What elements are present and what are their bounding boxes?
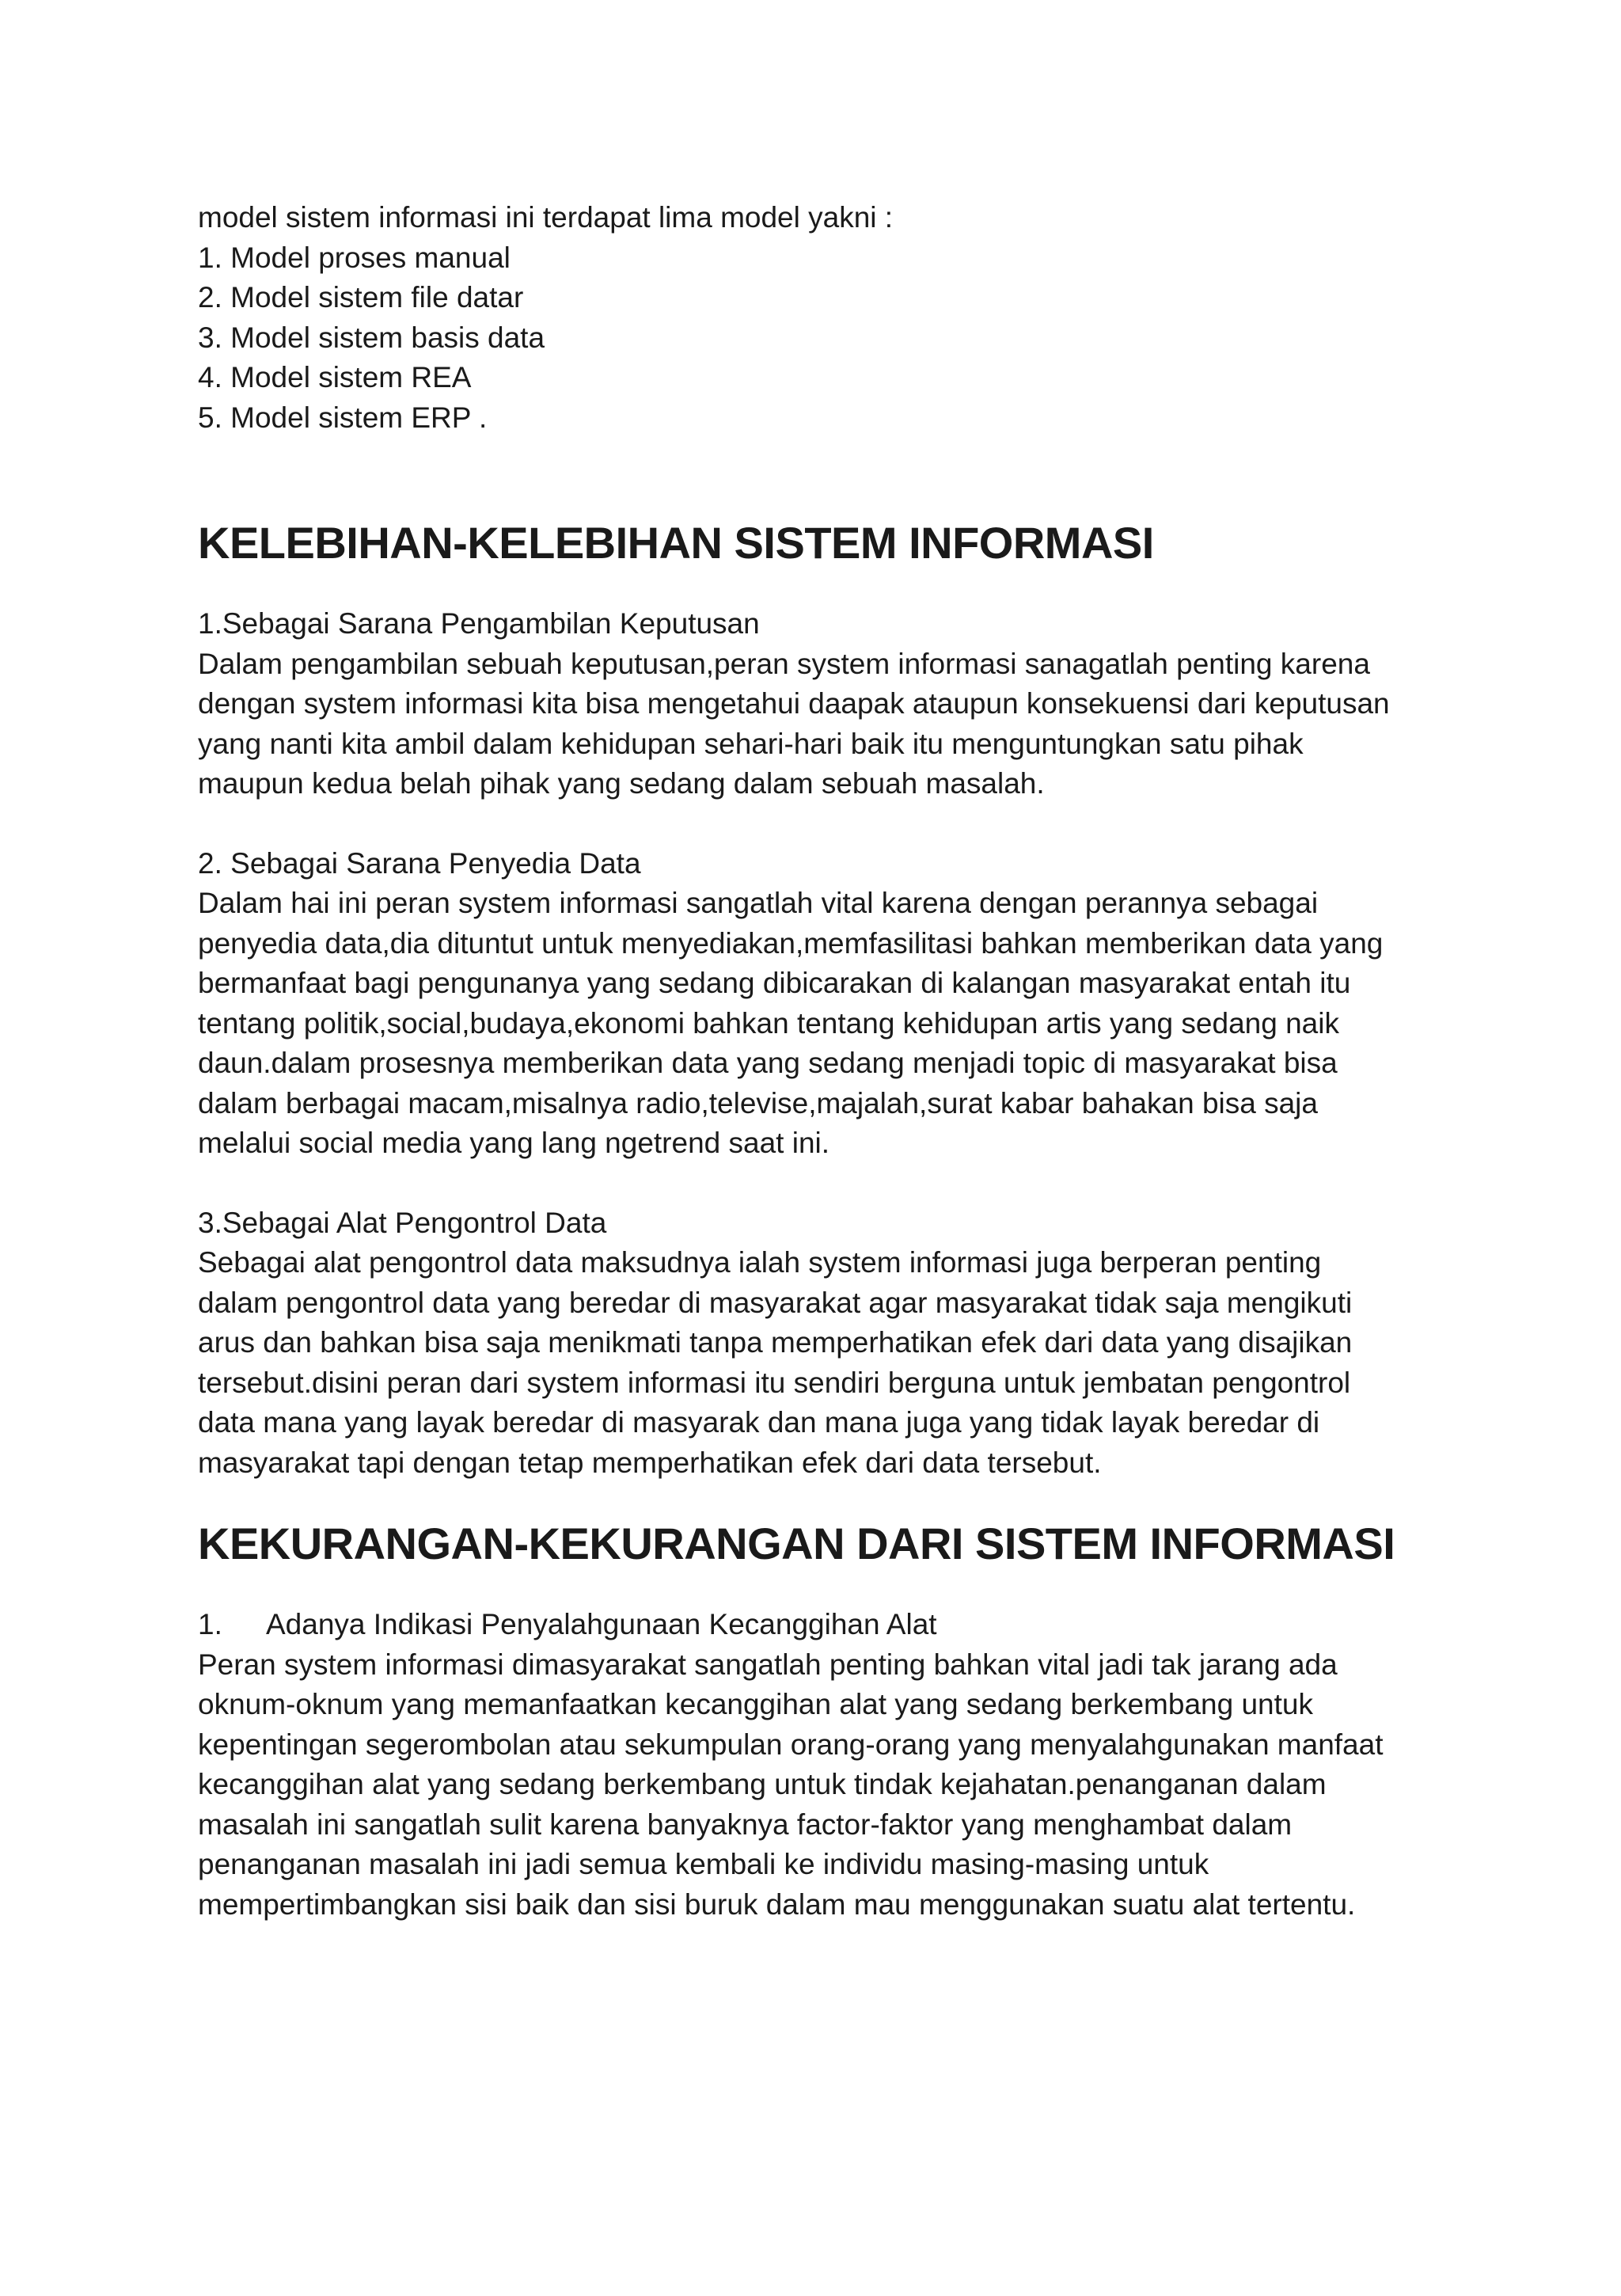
paragraph-line: Dalam hai ini peran system informasi sangatlah vital karena dengan perannya sebagai [198, 887, 1319, 919]
kekurangan-section-1 [198, 1605, 1456, 1925]
paragraph-line: mempertimbangkan sisi baik dan sisi buruk dalam mau menggunakan suatu alat tertentu. [198, 1887, 1356, 1921]
section-title-row [198, 1605, 1456, 1645]
paragraph-line: tentang politik,social,budaya,ekonomi bahkan tentang kehidupan artis yang sedang naik [198, 1006, 1339, 1040]
paragraph-line: maupun kedua belah pihak yang sedang dalam sebuah masalah. [198, 767, 1045, 800]
heading-kekurangan: KEKURANGAN-KEKURANGAN DARI SISTEM INFORMASI [198, 1519, 1395, 1568]
paragraph-line: Sebagai alat pengontrol data maksudnya ialah system informasi juga berperan penting [198, 1246, 1322, 1279]
list-item: 3. Model sistem basis data [198, 321, 545, 354]
paragraph-line: masyarakat tapi dengan tetap memperhatikan efek dari data tersebut. [198, 1446, 1102, 1479]
paragraph-line: dalam pengontrol data yang beredar di masyarakat agar masyarakat tidak saja mengikuti [198, 1286, 1353, 1319]
paragraph-line: data mana yang layak beredar di masyarak dan mana juga yang tidak layak beredar di [198, 1406, 1320, 1439]
intro-lead: model sistem informasi ini terdapat lima model yakni : [198, 201, 894, 234]
paragraph-line: yang nanti kita ambil dalam kehidupan sehari-hari baik itu menguntungkan satu pihak [198, 727, 1304, 760]
paragraph-line: masalah ini sangatlah sulit karena banyaknya factor-faktor yang menghambat dalam [198, 1808, 1293, 1841]
paragraph-line: tersebut.disini peran dari system informasi itu sendiri berguna untuk jembatan pengontrol [198, 1366, 1351, 1399]
section-title: 2. Sebagai Sarana Penyedia Data [198, 846, 641, 880]
paragraph-line: kepentingan segerombolan atau sekumpulan orang-orang yang menyalahgunakan manfaat [198, 1728, 1384, 1761]
kelebihan-section-3 [198, 1203, 1456, 1484]
paragraph-line: penanganan masalah ini jadi semua kembali ke individu masing-masing untuk [198, 1848, 1209, 1880]
intro-block [198, 198, 1456, 438]
paragraph-line: daun.dalam prosesnya memberikan data yang sedang menjadi topic di masyarakat bisa [198, 1047, 1338, 1079]
list-item: 5. Model sistem ERP . [198, 401, 488, 434]
document-page [198, 198, 1456, 1925]
section-title: 3.Sebagai Alat Pengontrol Data [198, 1206, 607, 1239]
list-item: 1. Model proses manual [198, 241, 511, 274]
section-number: 1. [198, 1608, 222, 1640]
paragraph-line: melalui social media yang lang ngetrend saat ini. [198, 1127, 830, 1159]
paragraph-line: arus dan bahkan bisa saja menikmati tanpa memperhatikan efek dari data yang disajikan [198, 1326, 1353, 1359]
kelebihan-section-2 [198, 844, 1456, 1164]
paragraph-line: penyedia data,dia dituntut untuk menyediakan,memfasilitasi bahkan memberikan data yang [198, 926, 1384, 960]
section-title: 1.Sebagai Sarana Pengambilan Keputusan [198, 607, 760, 640]
paragraph-line: dalam berbagai macam,misalnya radio,televise,majalah,surat kabar bahakan bisa saja [198, 1086, 1318, 1119]
paragraph-line: kecanggihan alat yang sedang berkembang untuk tindak kejahatan.penanganan dalam [198, 1768, 1327, 1800]
list-item: 4. Model sistem REA [198, 361, 472, 393]
paragraph-line: oknum-oknum yang memanfaatkan kecanggihan alat yang sedang berkembang untuk [198, 1688, 1313, 1720]
paragraph-line: Peran system informasi dimasyarakat sangatlah penting bahkan vital jadi tak jarang ada [198, 1648, 1338, 1681]
heading-kelebihan: KELEBIHAN-KELEBIHAN SISTEM INFORMASI [198, 518, 1154, 568]
paragraph-line: Dalam pengambilan sebuah keputusan,peran system informasi sanagatlah penting karena [198, 647, 1370, 680]
paragraph-line: dengan system informasi kita bisa mengetahui daapak ataupun konsekuensi dari keputusan [198, 687, 1390, 720]
paragraph-line: bermanfaat bagi pengunanya yang sedang dibicarakan di kalangan masyarakat entah itu [198, 967, 1351, 999]
kelebihan-section-1 [198, 604, 1456, 804]
list-item: 2. Model sistem file datar [198, 281, 524, 314]
section-title: Adanya Indikasi Penyalahgunaan Kecanggihan Alat [266, 1608, 937, 1640]
